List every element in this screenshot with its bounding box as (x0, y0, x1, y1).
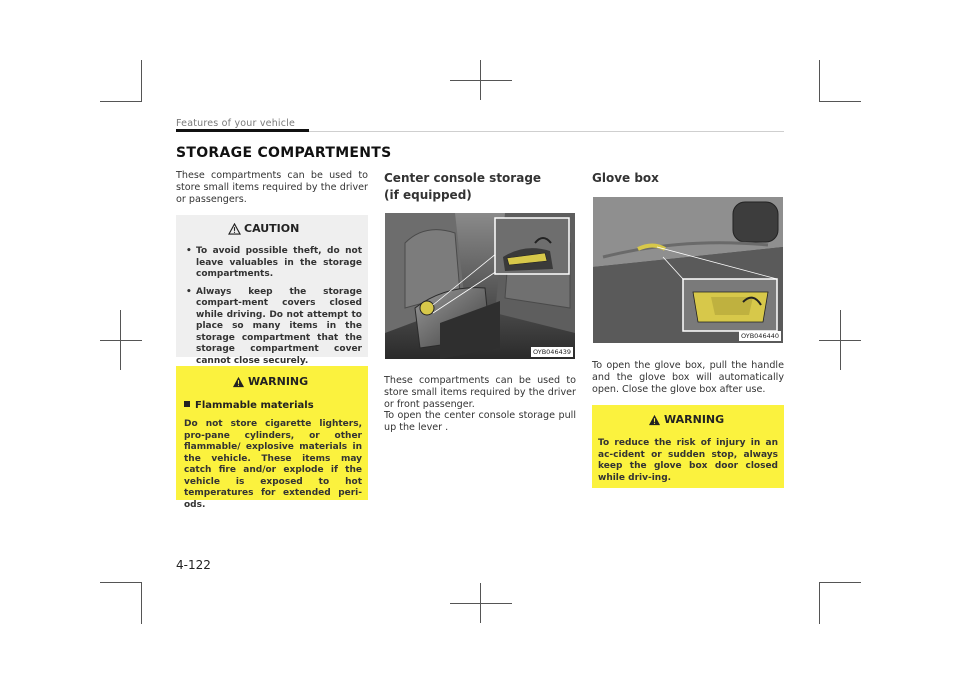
warning-header (232, 375, 308, 388)
glove-box-text: To open the glove box, pull the handle and the glove box will automatically open. Close the glove box after use. (592, 360, 784, 395)
caution-icon (228, 223, 241, 235)
center-console-text-2: To open the center console storage pull up the lever . (384, 410, 576, 433)
page-number: 4-122 (176, 558, 211, 572)
glove-box-illustration (593, 197, 783, 343)
crop-mark (819, 340, 861, 341)
glove-box-heading: Glove box (592, 171, 659, 185)
warning-heading: WARNING (248, 375, 309, 388)
crop-mark (450, 80, 512, 81)
crop-mark (819, 60, 820, 102)
center-console-heading: Center console storage (if equipped) (384, 171, 542, 202)
warning-box-flammable (176, 366, 368, 510)
caution-list (184, 246, 362, 373)
warning-text: Do not store cigarette lighters, pro-pane cylinders, or other flammable/ explosive materials in the vehicle. These items may catch fire and/or explode if the vehicle is exposed to hot temperatures for extended peri-ods. (184, 419, 362, 510)
image-code: OYB046440 (740, 332, 779, 340)
crop-mark (450, 603, 512, 604)
warning-icon (648, 414, 661, 426)
intro-paragraph: These compartments can be used to store small items required by the driver or passengers. (176, 170, 368, 205)
crop-mark (819, 101, 861, 102)
crop-mark (100, 340, 142, 341)
page-title: STORAGE COMPARTMENTS (176, 145, 392, 161)
square-bullet-icon (184, 401, 190, 407)
center-console-illustration (385, 213, 575, 359)
caution-header (228, 222, 299, 235)
caution-item: • Always keep the storage compart-ment covers closed while driving. Do not attempt to place so many items in the storage compartment that the storage compartment cover cannot close securely. (184, 287, 362, 368)
header-accent-bar (176, 129, 309, 132)
crop-mark (819, 582, 820, 624)
center-console-text-1: These compartments can be used to store small items required by the driver or front passenger. (384, 375, 576, 410)
crop-mark (819, 582, 861, 583)
warning-icon (232, 376, 245, 388)
crop-mark (141, 60, 142, 102)
warning-heading: WARNING (664, 413, 725, 426)
caution-item: • To avoid possible theft, do not leave valuables in the storage compartments. (184, 246, 362, 281)
warning-header (648, 413, 724, 426)
warning-box-glove-box (592, 405, 784, 488)
section-label: Features of your vehicle (176, 118, 296, 129)
caution-heading: CAUTION (244, 222, 300, 235)
crop-mark (141, 582, 142, 624)
center-console-image (385, 213, 575, 359)
warning-subheading (184, 400, 314, 411)
caution-box (176, 215, 368, 366)
image-code: OYB046439 (532, 348, 571, 356)
crop-mark (100, 582, 142, 583)
glove-box-image (593, 197, 783, 343)
warning-subheading-text: Flammable materials (195, 400, 314, 411)
warning-text: To reduce the risk of injury in an ac-cident or sudden stop, always keep the glove box door closed while driv-ing. (598, 438, 778, 483)
crop-mark (100, 101, 142, 102)
